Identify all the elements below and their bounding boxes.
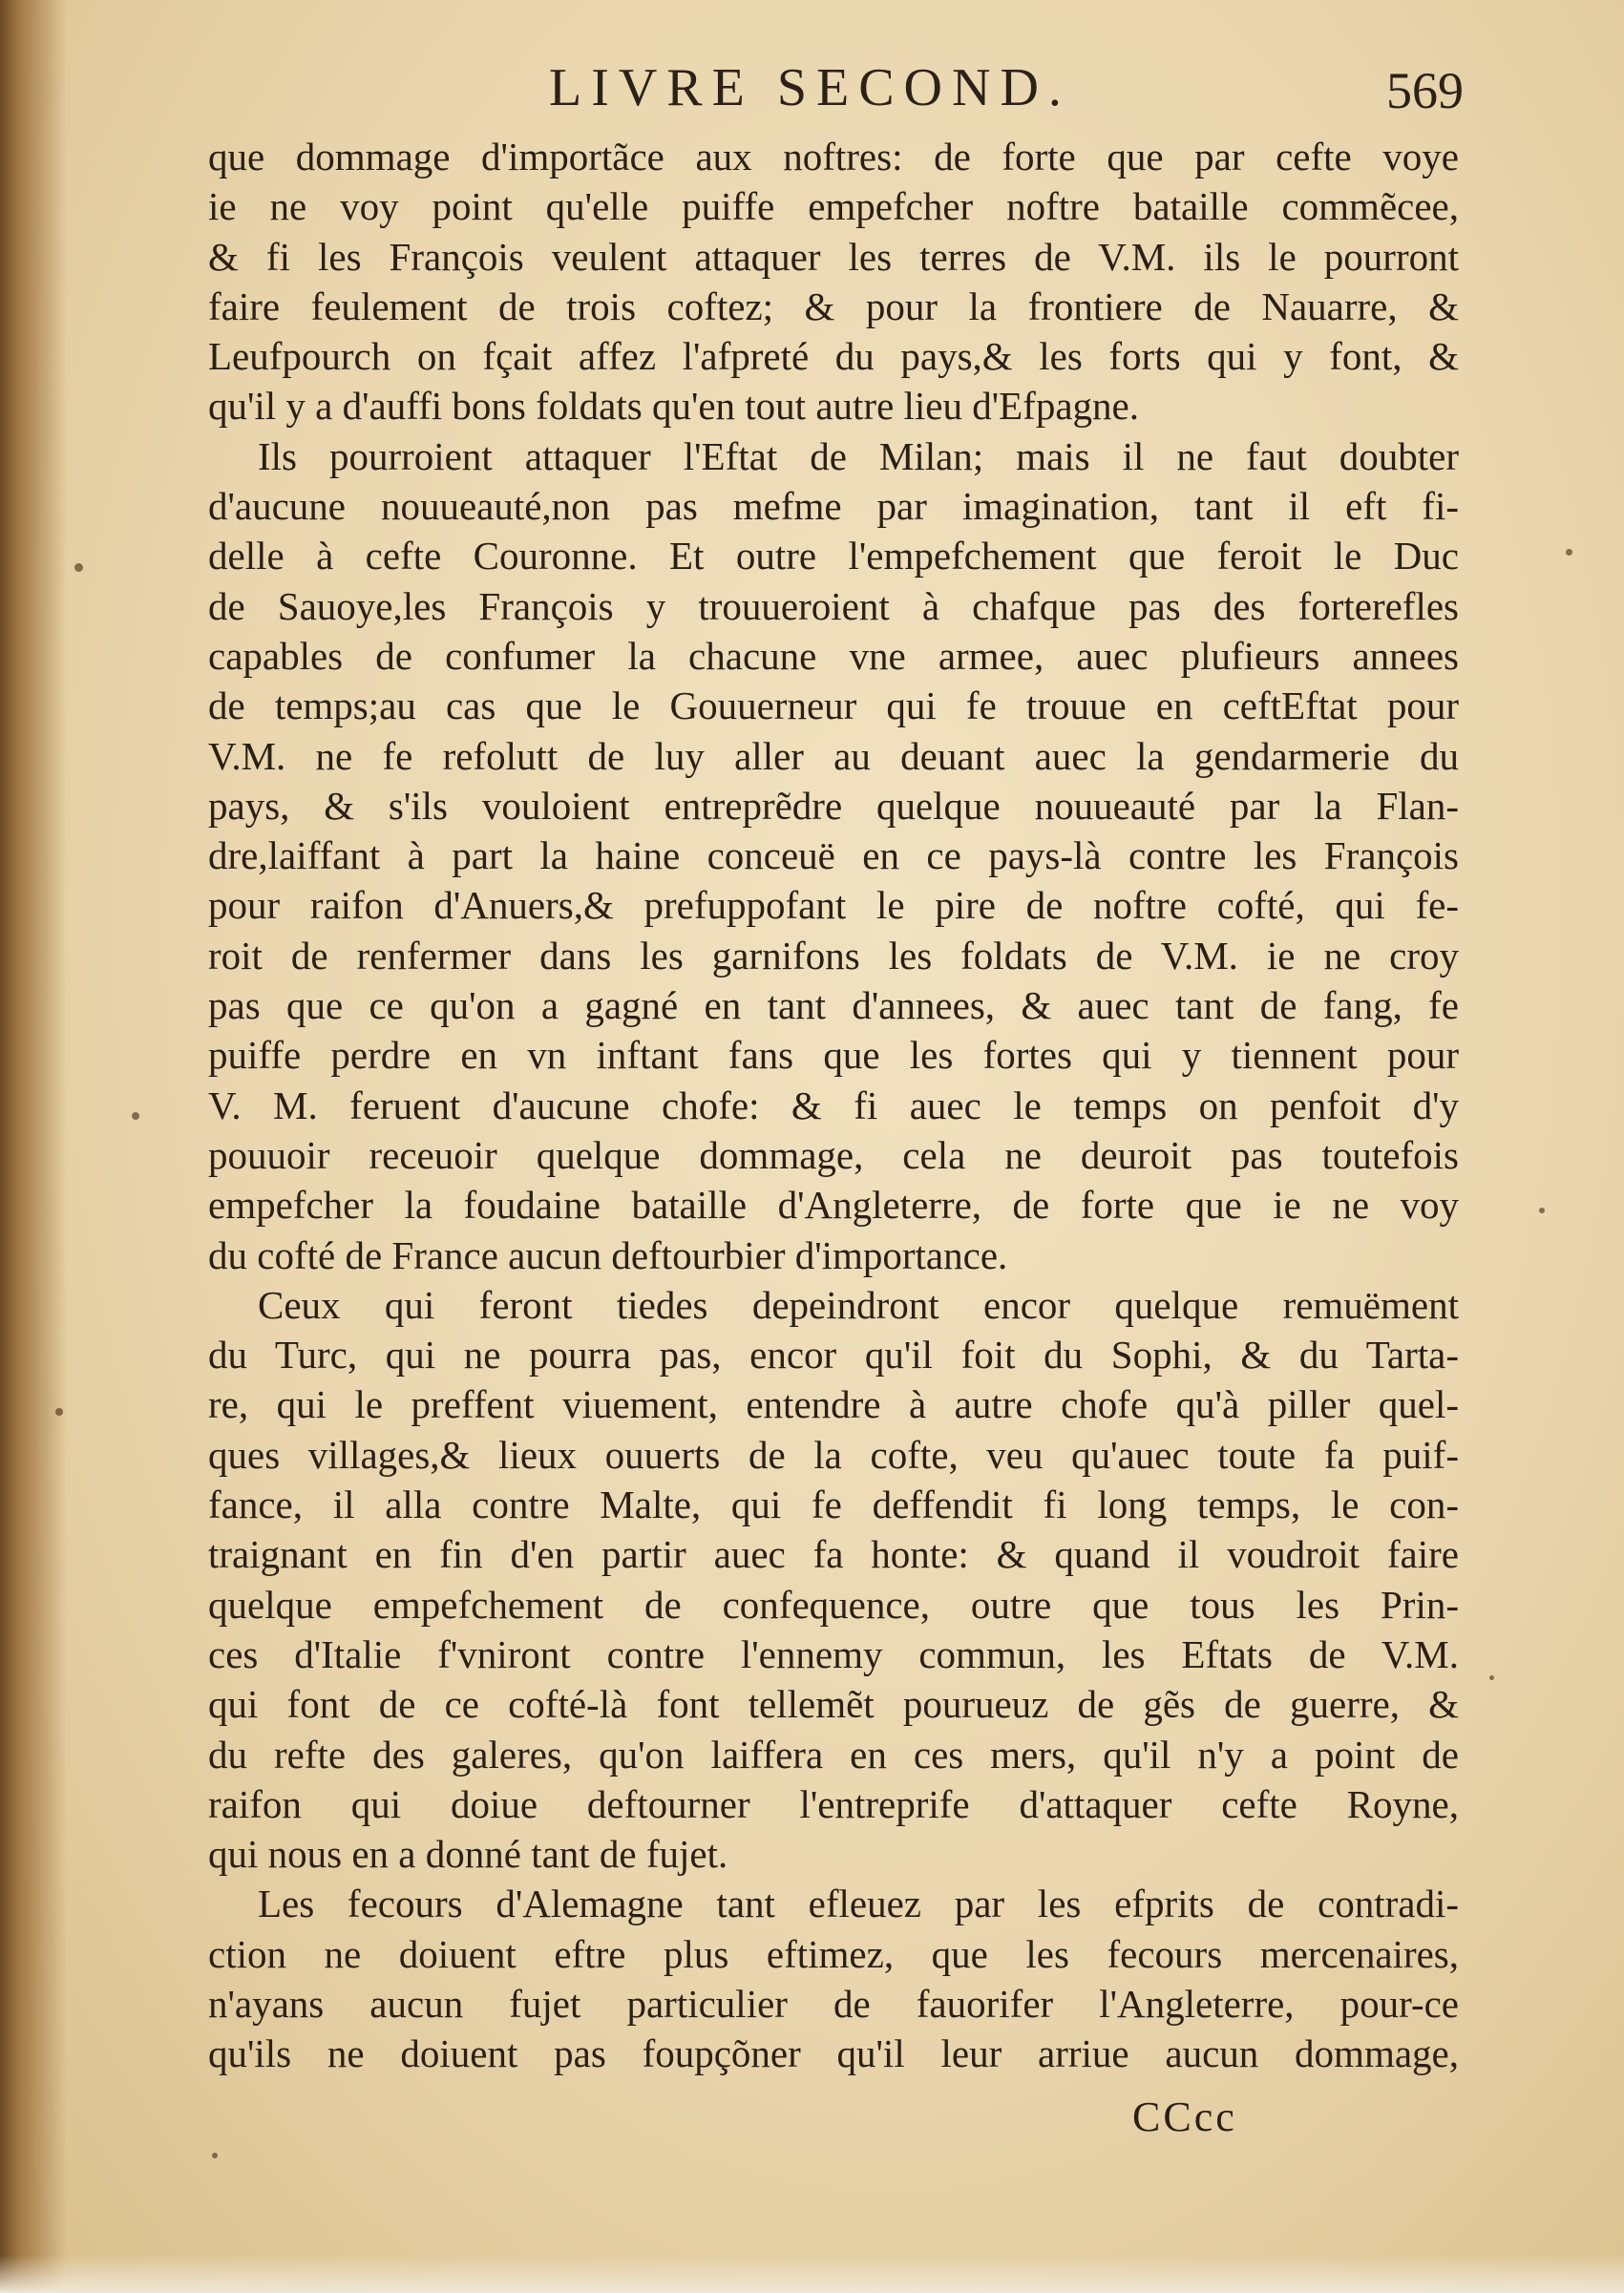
- text-line: V. M. feruent d'aucune chofe: & fi auec le temps on penfoit d'y: [208, 1083, 1459, 1127]
- text-line: Ils pourroient attaquer l'Eftat de Milan; mais il ne faut doubter: [258, 433, 1459, 478]
- ink-speck: [132, 1112, 139, 1120]
- text-line: capables de confumer la chacune vne armee, auec plufieurs annees: [208, 633, 1459, 678]
- text-line: ie ne voy point qu'elle puiffe empefcher noftre bataille commẽcee,: [208, 184, 1459, 229]
- text-line: de Sauoye,les François y trouueroient à chafque pas des forterefles: [208, 583, 1459, 628]
- text-line: dre,laiffant à part la haine conceuë en ce pays-là contre les François: [208, 833, 1459, 878]
- text-line: empefcher la foudaine bataille d'Angleterre, de forte que ie ne voy: [208, 1183, 1459, 1228]
- text-line: ces d'Italie f'vniront contre l'ennemy commun, les Eftats de V.M.: [208, 1631, 1459, 1676]
- text-line: V.M. ne fe refolutt de luy aller au deuant auec la gendarmerie du: [208, 733, 1459, 778]
- text-line: roit de renfermer dans les garnifons les foldats de V.M. ie ne croy: [208, 933, 1459, 978]
- text-line: de temps;au cas que le Gouuerneur qui fe trouue en ceftEftat pour: [208, 684, 1459, 728]
- text-line: traignant en fin d'en partir auec fa honte: & quand il voudroit faire: [208, 1532, 1459, 1577]
- text-line: ques villages,& lieux ouuerts de la cofte, veu qu'auec toute fa puif-: [208, 1432, 1459, 1477]
- ink-speck: [1489, 1675, 1494, 1680]
- ink-speck: [212, 2153, 218, 2158]
- ink-speck: [1539, 1208, 1545, 1213]
- ink-speck: [1566, 549, 1572, 556]
- text-line: Leufpourch on fçait affez l'afpreté du pays,& les forts qui y font, &: [208, 334, 1459, 379]
- page-bottom-edge: [0, 2255, 1624, 2293]
- text-line: que dommage d'importãce aux noftres: de forte que par cefte voye: [208, 135, 1459, 179]
- text-line: puiffe perdre en vn inftant fans que les fortes qui y tiennent pour: [208, 1033, 1459, 1078]
- running-title: LIVRE SECOND.: [549, 58, 1071, 117]
- text-line: & fi les François veulent attaquer les terres de V.M. ils le pourront: [208, 234, 1459, 279]
- signature-mark: CCcc: [1132, 2093, 1237, 2140]
- text-line: fance, il alla contre Malte, qui fe deffendit fi long temps, le con-: [208, 1483, 1459, 1527]
- text-line: pas que ce qu'on a gagné en tant d'annees, & auec tant de fang, fe: [208, 983, 1459, 1028]
- ink-speck: [55, 1408, 63, 1416]
- text-line: n'ayans aucun fujet particulier de fauorifer l'Angleterre, pour-ce: [208, 1981, 1459, 2026]
- text-line: du cofté de France aucun deftourbier d'importance.: [208, 1232, 1008, 1277]
- text-line: Ceux qui feront tiedes depeindront encor quelque remuëment: [258, 1282, 1459, 1327]
- text-line: pays, & s'ils vouloient entreprẽdre quelque nouueauté par la Flan-: [208, 783, 1459, 828]
- text-line: pouuoir receuoir quelque dommage, cela ne deuroit pas toutefois: [208, 1132, 1459, 1177]
- binding-shadow: [0, 0, 67, 2293]
- text-line: qui font de ce cofté-là font tellemẽt pourueuz de gẽs de guerre, &: [208, 1682, 1459, 1727]
- text-line: delle à cefte Couronne. Et outre l'empefchement que feroit le Duc: [208, 534, 1459, 579]
- text-line: qui nous en a donné tant de fujet.: [208, 1832, 728, 1877]
- body-text: [208, 132, 1459, 2079]
- text-line: qu'il y a d'auffi bons foldats qu'en tout autre lieu d'Efpagne.: [208, 384, 1139, 429]
- text-line: ction ne doiuent eftre plus eftimez, que les fecours mercenaires,: [208, 1931, 1459, 1976]
- text-line: raifon qui doiue deftourner l'entreprife d'attaquer cefte Royne,: [208, 1781, 1459, 1826]
- ink-speck: [74, 563, 83, 572]
- text-line: pour raifon d'Anuers,& prefuppofant le pire de noftre cofté, qui fe-: [208, 883, 1459, 928]
- text-line: Les fecours d'Alemagne tant efleuez par les efprits de contradi-: [258, 1882, 1459, 1926]
- text-line: du Turc, qui ne pourra pas, encor qu'il foit du Sophi, & du Tarta-: [208, 1333, 1459, 1378]
- text-line: du refte des galeres, qu'on laiffera en ces mers, qu'il n'y a point de: [208, 1732, 1459, 1777]
- text-line: qu'ils ne doiuent pas foupçõner qu'il leur arriue aucun dommage,: [208, 2031, 1459, 2076]
- text-line: re, qui le preffent viuement, entendre à autre chofe qu'à piller quel-: [208, 1382, 1459, 1427]
- page-number: 569: [1386, 62, 1464, 119]
- text-line: d'aucune nouueauté,non pas mefme par imagination, tant il eft fi-: [208, 484, 1459, 529]
- text-line: faire feulement de trois coftez; & pour la frontiere de Nauarre, &: [208, 284, 1459, 328]
- text-line: quelque empefchement de confequence, outre que tous les Prin-: [208, 1582, 1459, 1627]
